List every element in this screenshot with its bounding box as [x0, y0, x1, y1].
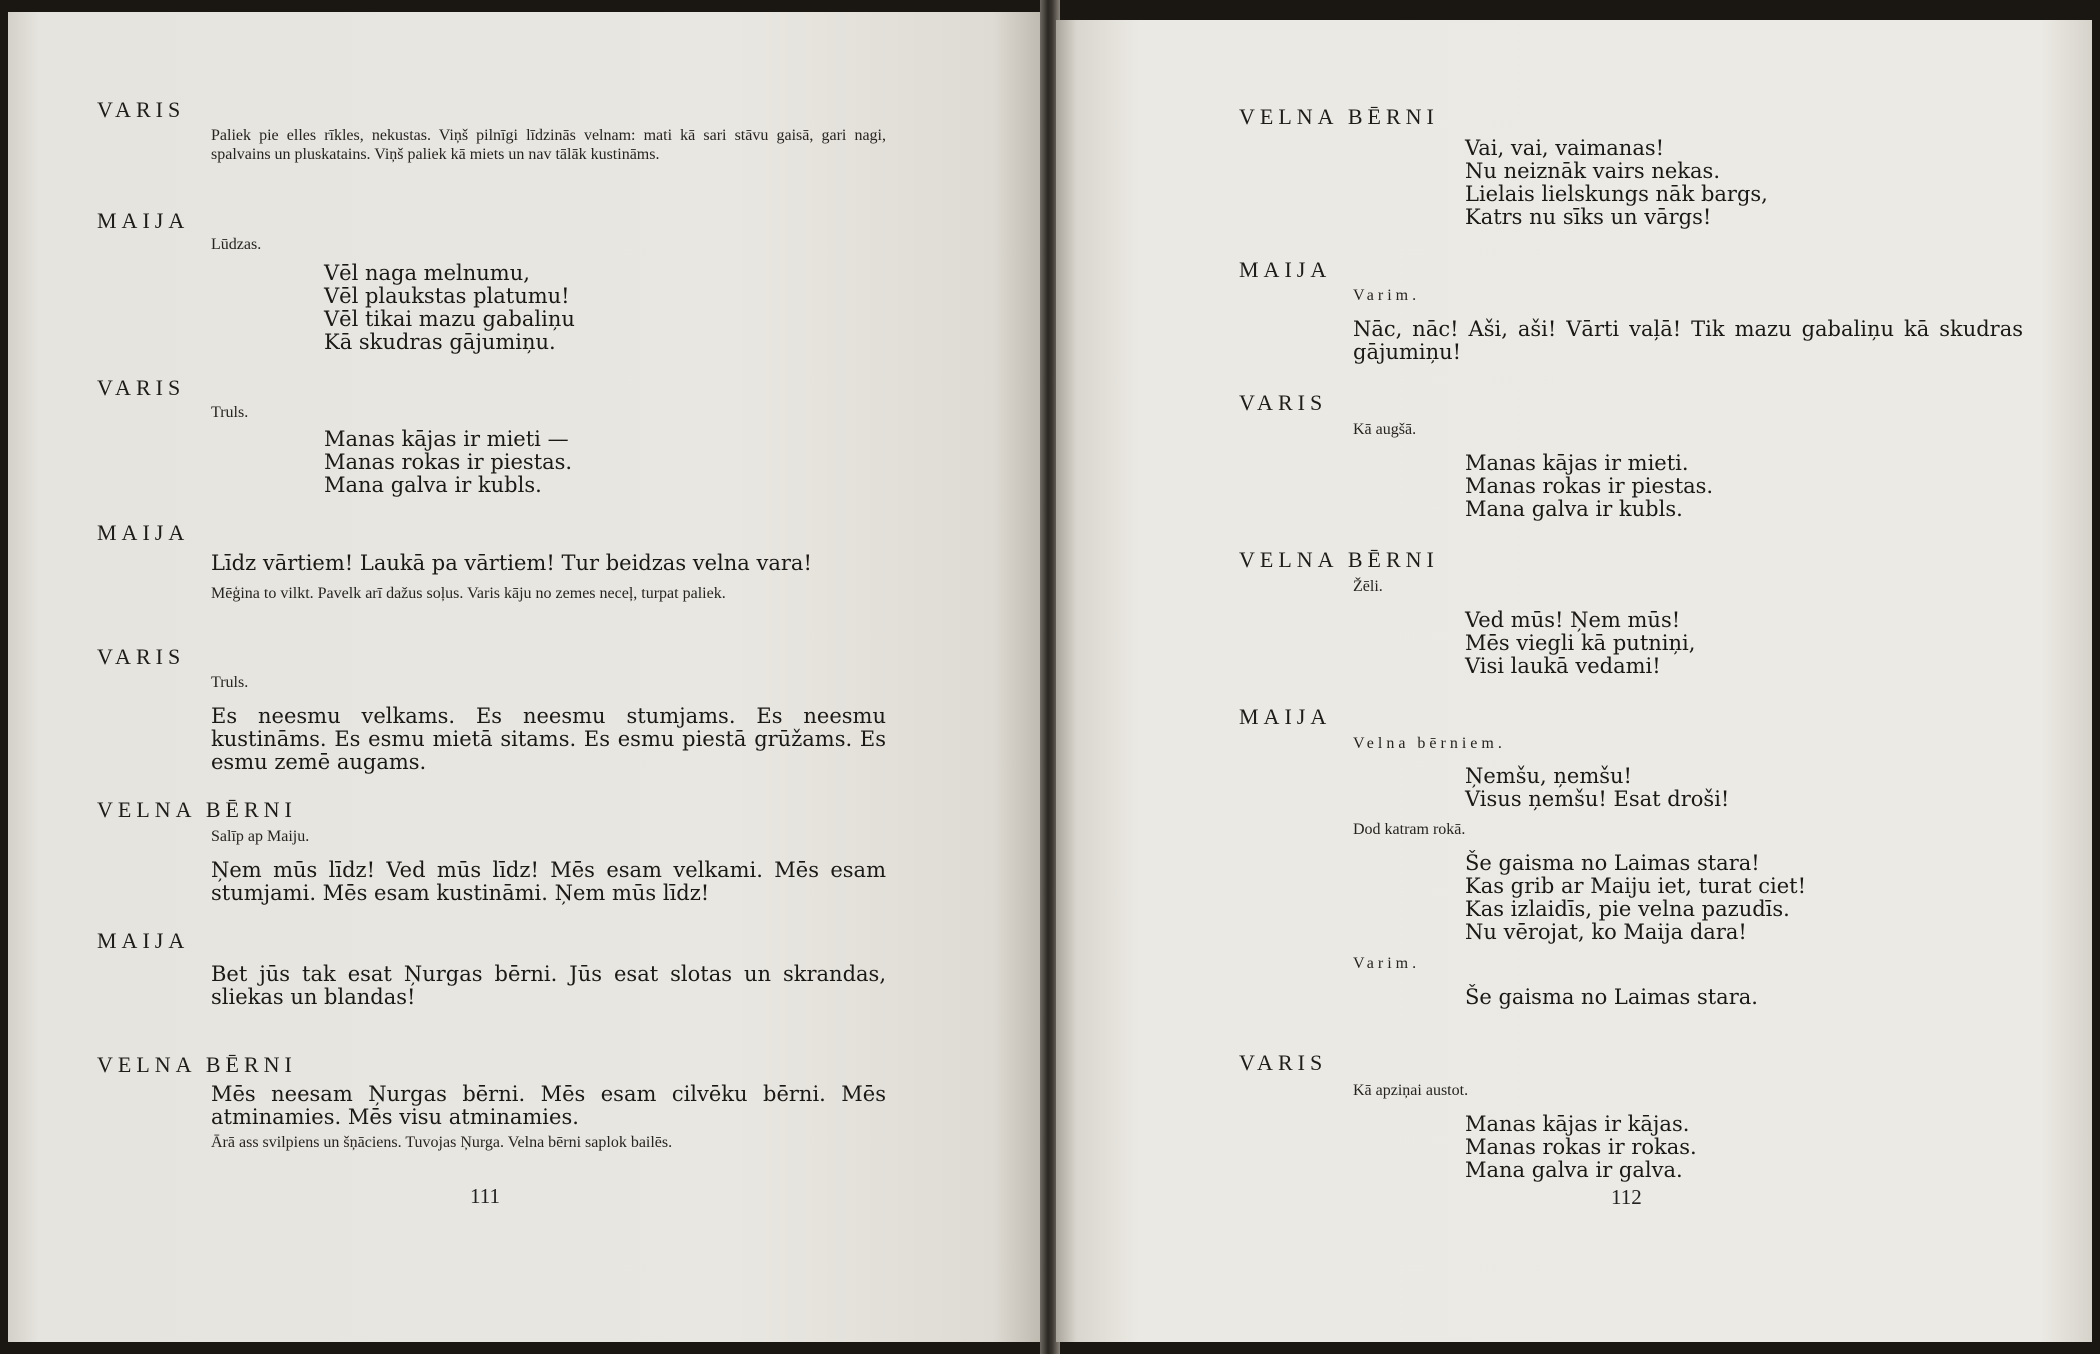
verse-block	[1465, 137, 1768, 229]
speaker-name: MAIJA	[1239, 257, 1332, 282]
verse-block	[324, 428, 572, 497]
speaker-name: VARIS	[97, 644, 186, 669]
stage-direction: Kā apziņai austot.	[1353, 1082, 1469, 1099]
stage-direction: Ārā ass svilpiens un šņāciens. Tuvojas Ņurga. Velna bērni saplok bailēs.	[211, 1134, 673, 1151]
verse-line: Vai, vai, vaimanas!	[1465, 136, 1665, 160]
stage-direction: Mēģina to vilkt. Pavelk arī dažus soļus. Varis kāju no zemes neceļ, turpat paliek.	[211, 585, 726, 602]
verse-block	[1465, 1113, 1697, 1182]
speaker-name: MAIJA	[97, 520, 190, 545]
speaker-name: MAIJA	[97, 208, 190, 233]
stage-direction: Žēli.	[1353, 578, 1383, 595]
stage-direction: Dod katram rokā.	[1353, 821, 1466, 838]
verse-line: Visi laukā vedami!	[1465, 654, 1661, 678]
verse-line: Visus ņemšu! Esat droši!	[1465, 787, 1730, 811]
verse-line: Kā skudras gājumiņu.	[324, 330, 556, 354]
verse-line: Mana galva ir kubls.	[1465, 497, 1683, 521]
speaker-name: MAIJA	[97, 928, 190, 953]
verse-line: Mana galva ir galva.	[1465, 1158, 1683, 1182]
verse-line: Manas kājas ir kājas.	[1465, 1112, 1690, 1136]
verse-block	[1465, 852, 1806, 944]
verse-line: Manas rokas ir rokas.	[1465, 1135, 1697, 1159]
verse-line: Mēs viegli kā putniņi,	[1465, 631, 1696, 655]
verse-line: Mana galva ir kubls.	[324, 473, 542, 497]
verse-block	[1465, 452, 1713, 521]
speaker-name: VARIS	[97, 97, 186, 122]
stage-direction: Varim.	[1353, 955, 1421, 972]
verse-line: Lielais lielskungs nāk bargs,	[1465, 182, 1768, 206]
speaker-name: VELNA BĒRNI	[1239, 104, 1439, 129]
verse-line: Vēl naga melnumu,	[324, 261, 530, 285]
verse-block	[1465, 986, 1758, 1009]
verse-block	[1465, 609, 1695, 678]
verse-line: Vēl tikai mazu gabaliņu	[324, 307, 575, 331]
verse-line: Nu neiznāk vairs nekas.	[1465, 159, 1720, 183]
speaker-name: VELNA BĒRNI	[97, 797, 297, 822]
stage-direction: Kā augšā.	[1353, 421, 1417, 438]
verse-block	[1465, 765, 1729, 811]
stage-direction: Lūdzas.	[211, 236, 262, 253]
verse-line: Katrs nu sīks un vārgs!	[1465, 205, 1712, 229]
stage-direction: Truls.	[211, 674, 249, 691]
speaker-name: VELNA BĒRNI	[1239, 547, 1439, 572]
right-page	[1056, 20, 2092, 1342]
dialogue-text: Līdz vārtiem! Laukā pa vārtiem! Tur beidzas velna vara!	[211, 551, 812, 575]
speaker-name: VELNA BĒRNI	[97, 1052, 297, 1077]
stage-direction: Paliek pie elles rīkles, nekustas. Viņš pilnīgi līdzinās velnam: mati kā sari stāvu gaisā, gari nagi, spalvains un pluskatains. Viņš paliek kā miets un nav tālāk kustināms.	[211, 127, 886, 163]
verse-line: Kas grib ar Maiju iet, turat ciet!	[1465, 874, 1807, 898]
stage-direction: Varim.	[1353, 287, 1421, 304]
dialogue-text: Mēs neesam Ņurgas bērni. Mēs esam cilvēku bērni. Mēs atminamies. Mēs visu atminamies.	[211, 1082, 886, 1129]
dialogue-text: Es neesmu velkams. Es neesmu stumjams. Es neesmu kustināms. Es esmu mietā sitams. Es esmu piestā grūžams. Es esmu zemē augams.	[211, 704, 886, 774]
verse-line: Manas rokas ir piestas.	[324, 450, 573, 474]
dialogue-text: Bet jūs tak esat Ņurgas bērni. Jūs esat slotas un skrandas, sliekas un blandas!	[211, 962, 886, 1009]
speaker-name: VARIS	[1239, 1050, 1328, 1075]
verse-line: Nu vērojat, ko Maija dara!	[1465, 920, 1747, 944]
verse-line: Ved mūs! Ņem mūs!	[1465, 608, 1681, 632]
verse-line: Kas izlaidīs, pie velna pazudīs.	[1465, 897, 1790, 921]
stage-direction: Velna bērniem.	[1353, 735, 1506, 752]
speaker-name: MAIJA	[1239, 704, 1332, 729]
speaker-name: VARIS	[1239, 390, 1328, 415]
dialogue-text: Nāc, nāc! Aši, aši! Vārti vaļā! Tik mazu gabaliņu kā skudras gājumiņu!	[1353, 317, 2023, 364]
page-number: 111	[470, 1184, 500, 1208]
verse-line: Še gaisma no Laimas stara.	[1465, 985, 1758, 1009]
verse-block	[324, 262, 575, 354]
verse-line: Še gaisma no Laimas stara!	[1465, 851, 1760, 875]
verse-line: Manas kājas ir mieti —	[324, 427, 569, 451]
stage-direction: Salīp ap Maiju.	[211, 828, 310, 845]
page-number: 112	[1611, 1185, 1642, 1209]
left-page	[8, 12, 1044, 1342]
speaker-name: VARIS	[97, 375, 186, 400]
verse-line: Vēl plaukstas platumu!	[324, 284, 570, 308]
verse-line: Manas rokas ir piestas.	[1465, 474, 1714, 498]
dialogue-text: Ņem mūs līdz! Ved mūs līdz! Mēs esam velkami. Mēs esam stumjami. Mēs esam kustināmi. Ņem mūs līdz!	[211, 858, 886, 905]
verse-line: Ņemšu, ņemšu!	[1465, 764, 1632, 788]
verse-line: Manas kājas ir mieti.	[1465, 451, 1689, 475]
stage-direction: Truls.	[211, 404, 249, 421]
